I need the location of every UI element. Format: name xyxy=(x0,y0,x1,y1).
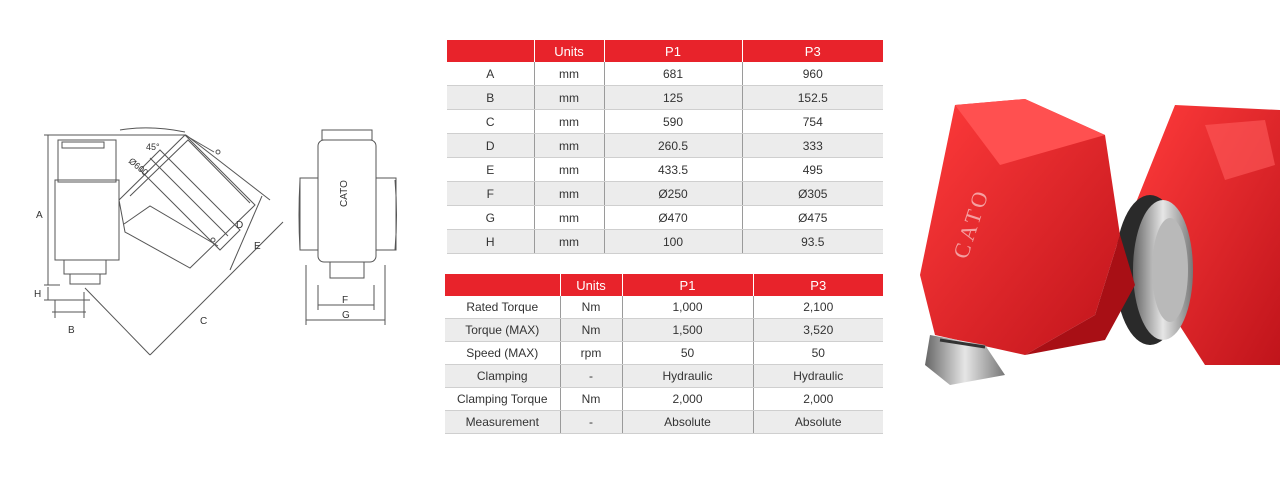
table-row xyxy=(447,182,883,206)
dim-label: D xyxy=(447,134,534,158)
label-d: D xyxy=(236,220,244,231)
spec-p3: 3,520 xyxy=(753,319,883,342)
dimensions-header-units: Units xyxy=(534,40,604,62)
dim-label: B xyxy=(447,86,534,110)
dim-p1: 590 xyxy=(604,110,742,134)
table-row xyxy=(445,365,883,388)
table-row xyxy=(447,206,883,230)
spec-unit: Nm xyxy=(560,319,622,342)
table-row xyxy=(447,110,883,134)
spec-p1: 50 xyxy=(622,342,753,365)
dim-label: G xyxy=(447,206,534,230)
head-left-body xyxy=(920,99,1135,355)
label-diameter: Ø600 xyxy=(126,155,151,178)
label-e: E xyxy=(254,241,261,252)
dimensions-header-row xyxy=(447,40,883,62)
dim-unit: mm xyxy=(534,206,604,230)
label-b: B xyxy=(68,325,75,336)
dimensions-header-p3: P3 xyxy=(742,40,883,62)
dim-label: A xyxy=(447,62,534,86)
dimensions-header-p1: P1 xyxy=(604,40,742,62)
label-c: C xyxy=(200,316,208,327)
dim-unit: mm xyxy=(534,134,604,158)
table-row xyxy=(445,388,883,411)
table-row xyxy=(447,86,883,110)
dim-p1: 260.5 xyxy=(604,134,742,158)
dim-unit: mm xyxy=(534,158,604,182)
specs-header-blank xyxy=(445,274,560,296)
spec-unit: - xyxy=(560,365,622,388)
table-row xyxy=(445,411,883,434)
dim-unit: mm xyxy=(534,86,604,110)
spec-unit: rpm xyxy=(560,342,622,365)
technical-drawing xyxy=(0,0,440,380)
table-row xyxy=(445,342,883,365)
dim-label: C xyxy=(447,110,534,134)
dim-label: F xyxy=(447,182,534,206)
drawing-brand-mark: CATO xyxy=(339,180,350,207)
dim-p1: 125 xyxy=(604,86,742,110)
spec-p1: 1,000 xyxy=(622,296,753,319)
dim-unit: mm xyxy=(534,110,604,134)
spec-p1: Hydraulic xyxy=(622,365,753,388)
spec-label: Clamping Torque xyxy=(445,388,560,411)
spec-unit: Nm xyxy=(560,296,622,319)
dim-p3: 333 xyxy=(742,134,883,158)
table-row xyxy=(445,319,883,342)
dim-unit: mm xyxy=(534,230,604,254)
spec-p1: Absolute xyxy=(622,411,753,434)
spec-unit: Nm xyxy=(560,388,622,411)
label-a: A xyxy=(36,210,43,221)
dim-label: H xyxy=(447,230,534,254)
dim-p3: Ø475 xyxy=(742,206,883,230)
label-g: G xyxy=(342,310,350,321)
table-row xyxy=(447,230,883,254)
dim-unit: mm xyxy=(534,182,604,206)
spec-p3: Hydraulic xyxy=(753,365,883,388)
specs-table xyxy=(445,274,883,434)
spec-p3: Absolute xyxy=(753,411,883,434)
dim-p1: Ø250 xyxy=(604,182,742,206)
spec-p3: 50 xyxy=(753,342,883,365)
spec-unit: - xyxy=(560,411,622,434)
dimensions-header-blank xyxy=(447,40,534,62)
label-h: H xyxy=(34,289,42,300)
label-f: F xyxy=(342,295,349,306)
spec-p3: 2,000 xyxy=(753,388,883,411)
spec-label: Clamping xyxy=(445,365,560,388)
dim-p1: 681 xyxy=(604,62,742,86)
specs-header-p1: P1 xyxy=(622,274,753,296)
spec-label: Torque (MAX) xyxy=(445,319,560,342)
dim-p3: Ø305 xyxy=(742,182,883,206)
table-row xyxy=(447,62,883,86)
dim-p1: Ø470 xyxy=(604,206,742,230)
table-row xyxy=(445,296,883,319)
photo-brand-mark: CATO xyxy=(947,184,995,262)
spec-label: Measurement xyxy=(445,411,560,434)
side-view xyxy=(44,128,283,355)
specs-header-row xyxy=(445,274,883,296)
dim-p3: 93.5 xyxy=(742,230,883,254)
product-photo xyxy=(905,85,1280,385)
spec-label: Rated Torque xyxy=(445,296,560,319)
specs-header-units: Units xyxy=(560,274,622,296)
dimensions-table xyxy=(447,40,883,254)
dim-p3: 152.5 xyxy=(742,86,883,110)
spec-p1: 1,500 xyxy=(622,319,753,342)
dim-label: E xyxy=(447,158,534,182)
table-row xyxy=(447,158,883,182)
spec-label: Speed (MAX) xyxy=(445,342,560,365)
label-angle: 45° xyxy=(146,142,160,152)
dim-p1: 433.5 xyxy=(604,158,742,182)
specs-header-p3: P3 xyxy=(753,274,883,296)
dim-unit: mm xyxy=(534,62,604,86)
spec-p1: 2,000 xyxy=(622,388,753,411)
table-row xyxy=(447,134,883,158)
dim-p3: 960 xyxy=(742,62,883,86)
dim-p3: 495 xyxy=(742,158,883,182)
dim-p1: 100 xyxy=(604,230,742,254)
dim-p3: 754 xyxy=(742,110,883,134)
spec-p3: 2,100 xyxy=(753,296,883,319)
